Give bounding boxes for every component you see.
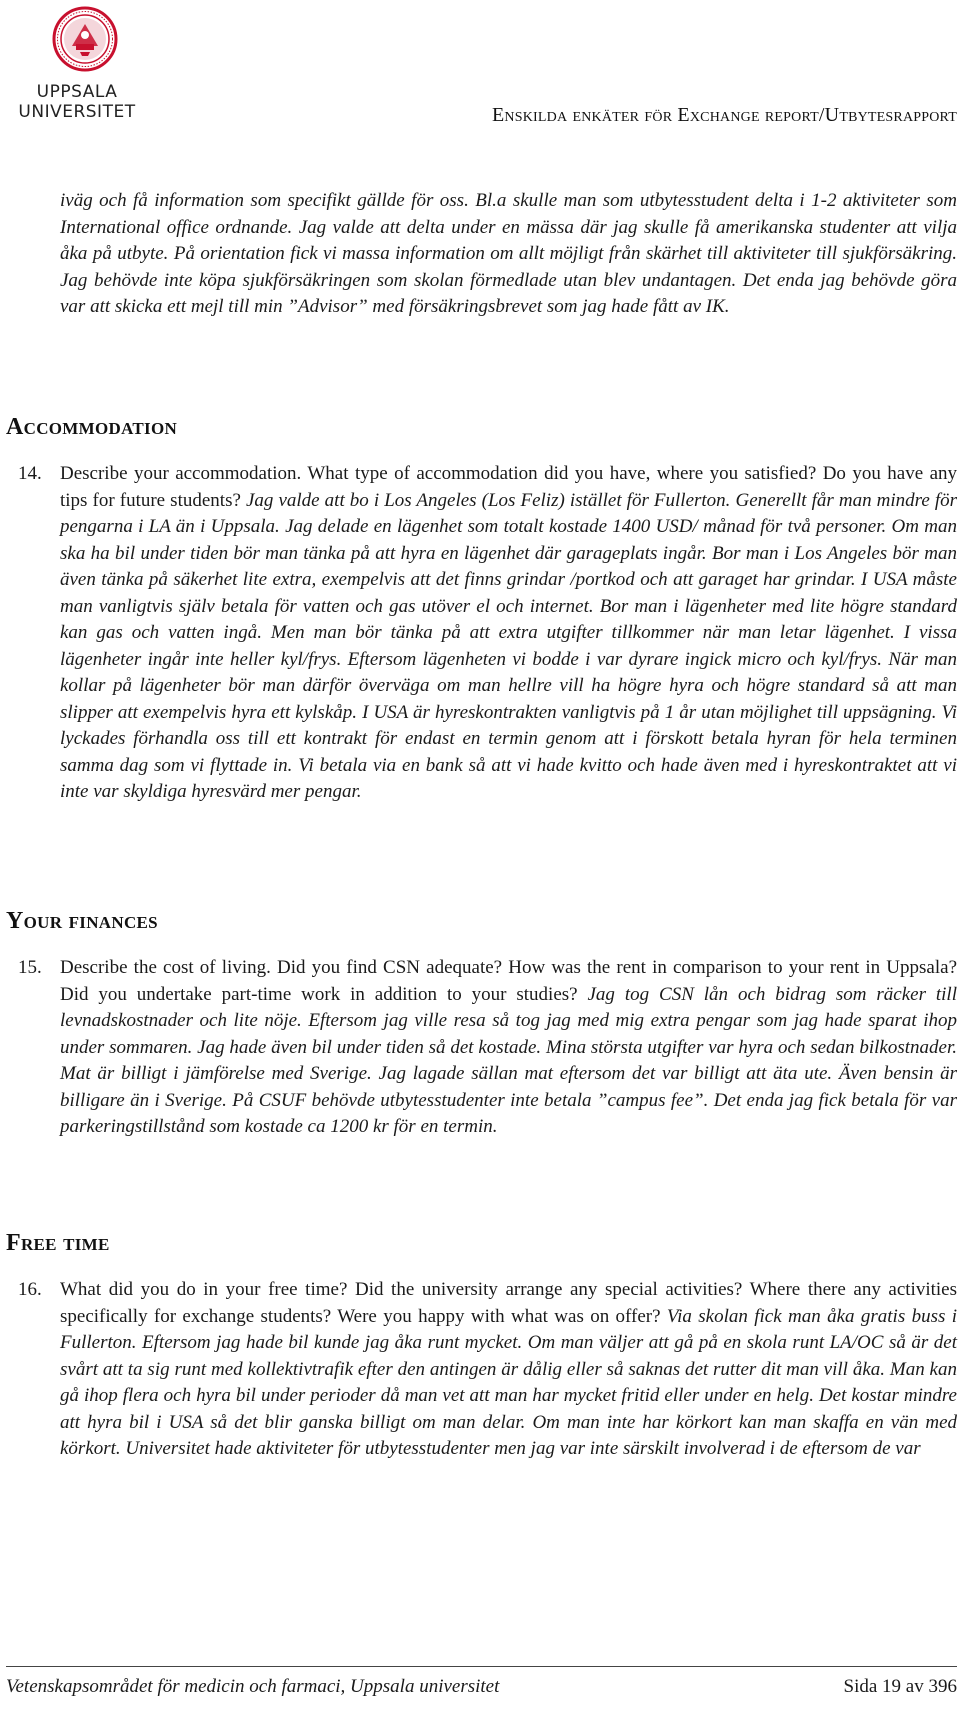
question-item-15	[18, 955, 957, 1141]
university-name-line1: UPPSALA	[36, 82, 118, 102]
question-text: Describe your accommodation. What type of accommodation did you have, where you satisfied? Do you have any tips for future students?	[60, 463, 957, 511]
uppsala-university-seal-icon	[52, 6, 118, 72]
footer-faculty: Vetenskapsområdet för medicin och farmaci, Uppsala universitet	[6, 1676, 500, 1697]
question-number: 16.	[18, 1279, 42, 1300]
section-heading-free-time: Free time	[6, 1230, 110, 1256]
answer-text: Via skolan fick man åka gratis buss i Fullerton. Eftersom jag hade bil kunde jag åka runt mycket. Om man väljer att gå på en skola runt LA/OC så är det svårt att ta sig runt med kollektivtrafik efter den antingen är dålig eller så saknas det rutter dit man vill åka. Man kan gå ihop flera och hyra bil under perioder då man vet att man har mycket fritid eller under en helg. Det kostar mindre att hyra bil i USA så det blir ganska billigt om man delar. Om man inte har körkort kan man skaffa en vän med körkort. Universitet hade aktiviteter för utbytesstudenter men jag var inte särskilt involverad i de eftersom de var	[60, 1305, 957, 1459]
question-answer-paragraph	[60, 461, 957, 806]
question-item-16	[18, 1277, 957, 1463]
answer-text: Jag valde att bo i Los Angeles (Los Feliz) istället för Fullerton. Generellt får man mindre för pengarna i LA än i Uppsala. Jag delade en lägenhet som totalt kostade 1400 USD/ månad för två personer. Om man ska ha bil under tiden bör man tänka på att hyra en lägenhet där garageplats ingår. Bor man i Los Angeles bör man även tänka på säkerhet lite extra, exempelvis att det finns grindar /portkod och att garaget har grindar. I USA måste man vanligtvis själv betala för vatten och gas utöver el och internet. Bor man i lägenheter med lite högre standard kan gas och vatten ingå. Men man bör tänka på att extra utgifter tillkommer när man letar lägenhet. I vissa lägenheter ingår inte heller kyl/frys. Eftersom lägenheten vi bodde i var dyrare ingick micro och kyl/frys. När man kollar på lägenheter bör man därför överväga om man hellre vill ha högre hyra och högre standard så att man slipper att exempelvis hyra ett kylskåp. I USA är hyreskontrakten vanligtvis på 1 år utan möjlighet till uppsägning. Vi lyckades förhandla oss till ett kontrakt för endast en termin genom att i förskott betala hyran för hela terminen samma dag som vi flyttade in. Vi betala via en bank så att vi hade kvitto och hade även med i hyreskontraktet att vi inte var skyldiga hyresvärd mer pengar.	[60, 489, 958, 802]
document-title: Enskilda enkäter för Exchange report/Utbytesrapport	[492, 104, 957, 126]
question-text: What did you do in your free time? Did the university arrange any special activities? Where there any activities specifically for exchange students? Were you happy with what was on offer?	[60, 1279, 957, 1327]
question-text: Describe the cost of living. Did you find CSN adequate? How was the rent in comparison to your rent in Uppsala? Did you undertake part-time work in addition to your studies?	[60, 957, 957, 1005]
university-name-line2: UNIVERSITET	[18, 102, 136, 122]
footer-page-number: Sida 19 av 396	[843, 1676, 957, 1697]
question-number: 14.	[18, 463, 42, 484]
section-heading-accommodation: Accommodation	[6, 414, 178, 440]
university-name	[2, 82, 152, 122]
question-item-14	[18, 461, 958, 806]
question-answer-paragraph	[60, 955, 957, 1141]
intro-paragraph-block	[60, 188, 957, 321]
answer-text: Jag tog CSN lån och bidrag som räcker till levnadskostnader och lite nöje. Eftersom jag ville resa så tog jag med mig extra pengar som jag hade sparat ihop under sommaren. Jag hade även bil under tiden så det kostade. Mina största utgifter var hyra och sedan bilkostnader. Mat är billigt i jämförelse med Sverige. Jag lagade sällan mat eftersom det var billigt att äta ute. Även bensin är billigare än i Sverige. På CSUF behövde utbytesstudenter inte betala ”campus fee”. Det enda jag fick betala för var parkeringstillstånd som kostade ca 1200 kr för en termin.	[60, 983, 957, 1137]
question-number: 15.	[18, 957, 42, 978]
page-header	[0, 0, 960, 150]
intro-paragraph: iväg och få information som specifikt gällde för oss. Bl.a skulle man som utbytesstudent delta i 1-2 aktiviteter som International office ordnande. Jag valde att delta under en mässa där jag skulle få amerikanska studenter att vilja åka på utbyte. På orientation fick vi massa information om allt möjligt från skärhet till aktiviteter till sjukförsäkring. Jag behövde inte köpa sjukförsäkringen som skolan förmedlade utan blev undantagen. Det enda jag behövde göra var att skicka ett mejl till min ”Advisor” med försäkringsbrevet som jag hade fått av IK.	[60, 190, 957, 317]
section-heading-finances: Your finances	[6, 908, 158, 934]
question-answer-paragraph	[60, 1277, 957, 1463]
footer-divider	[6, 1666, 957, 1667]
